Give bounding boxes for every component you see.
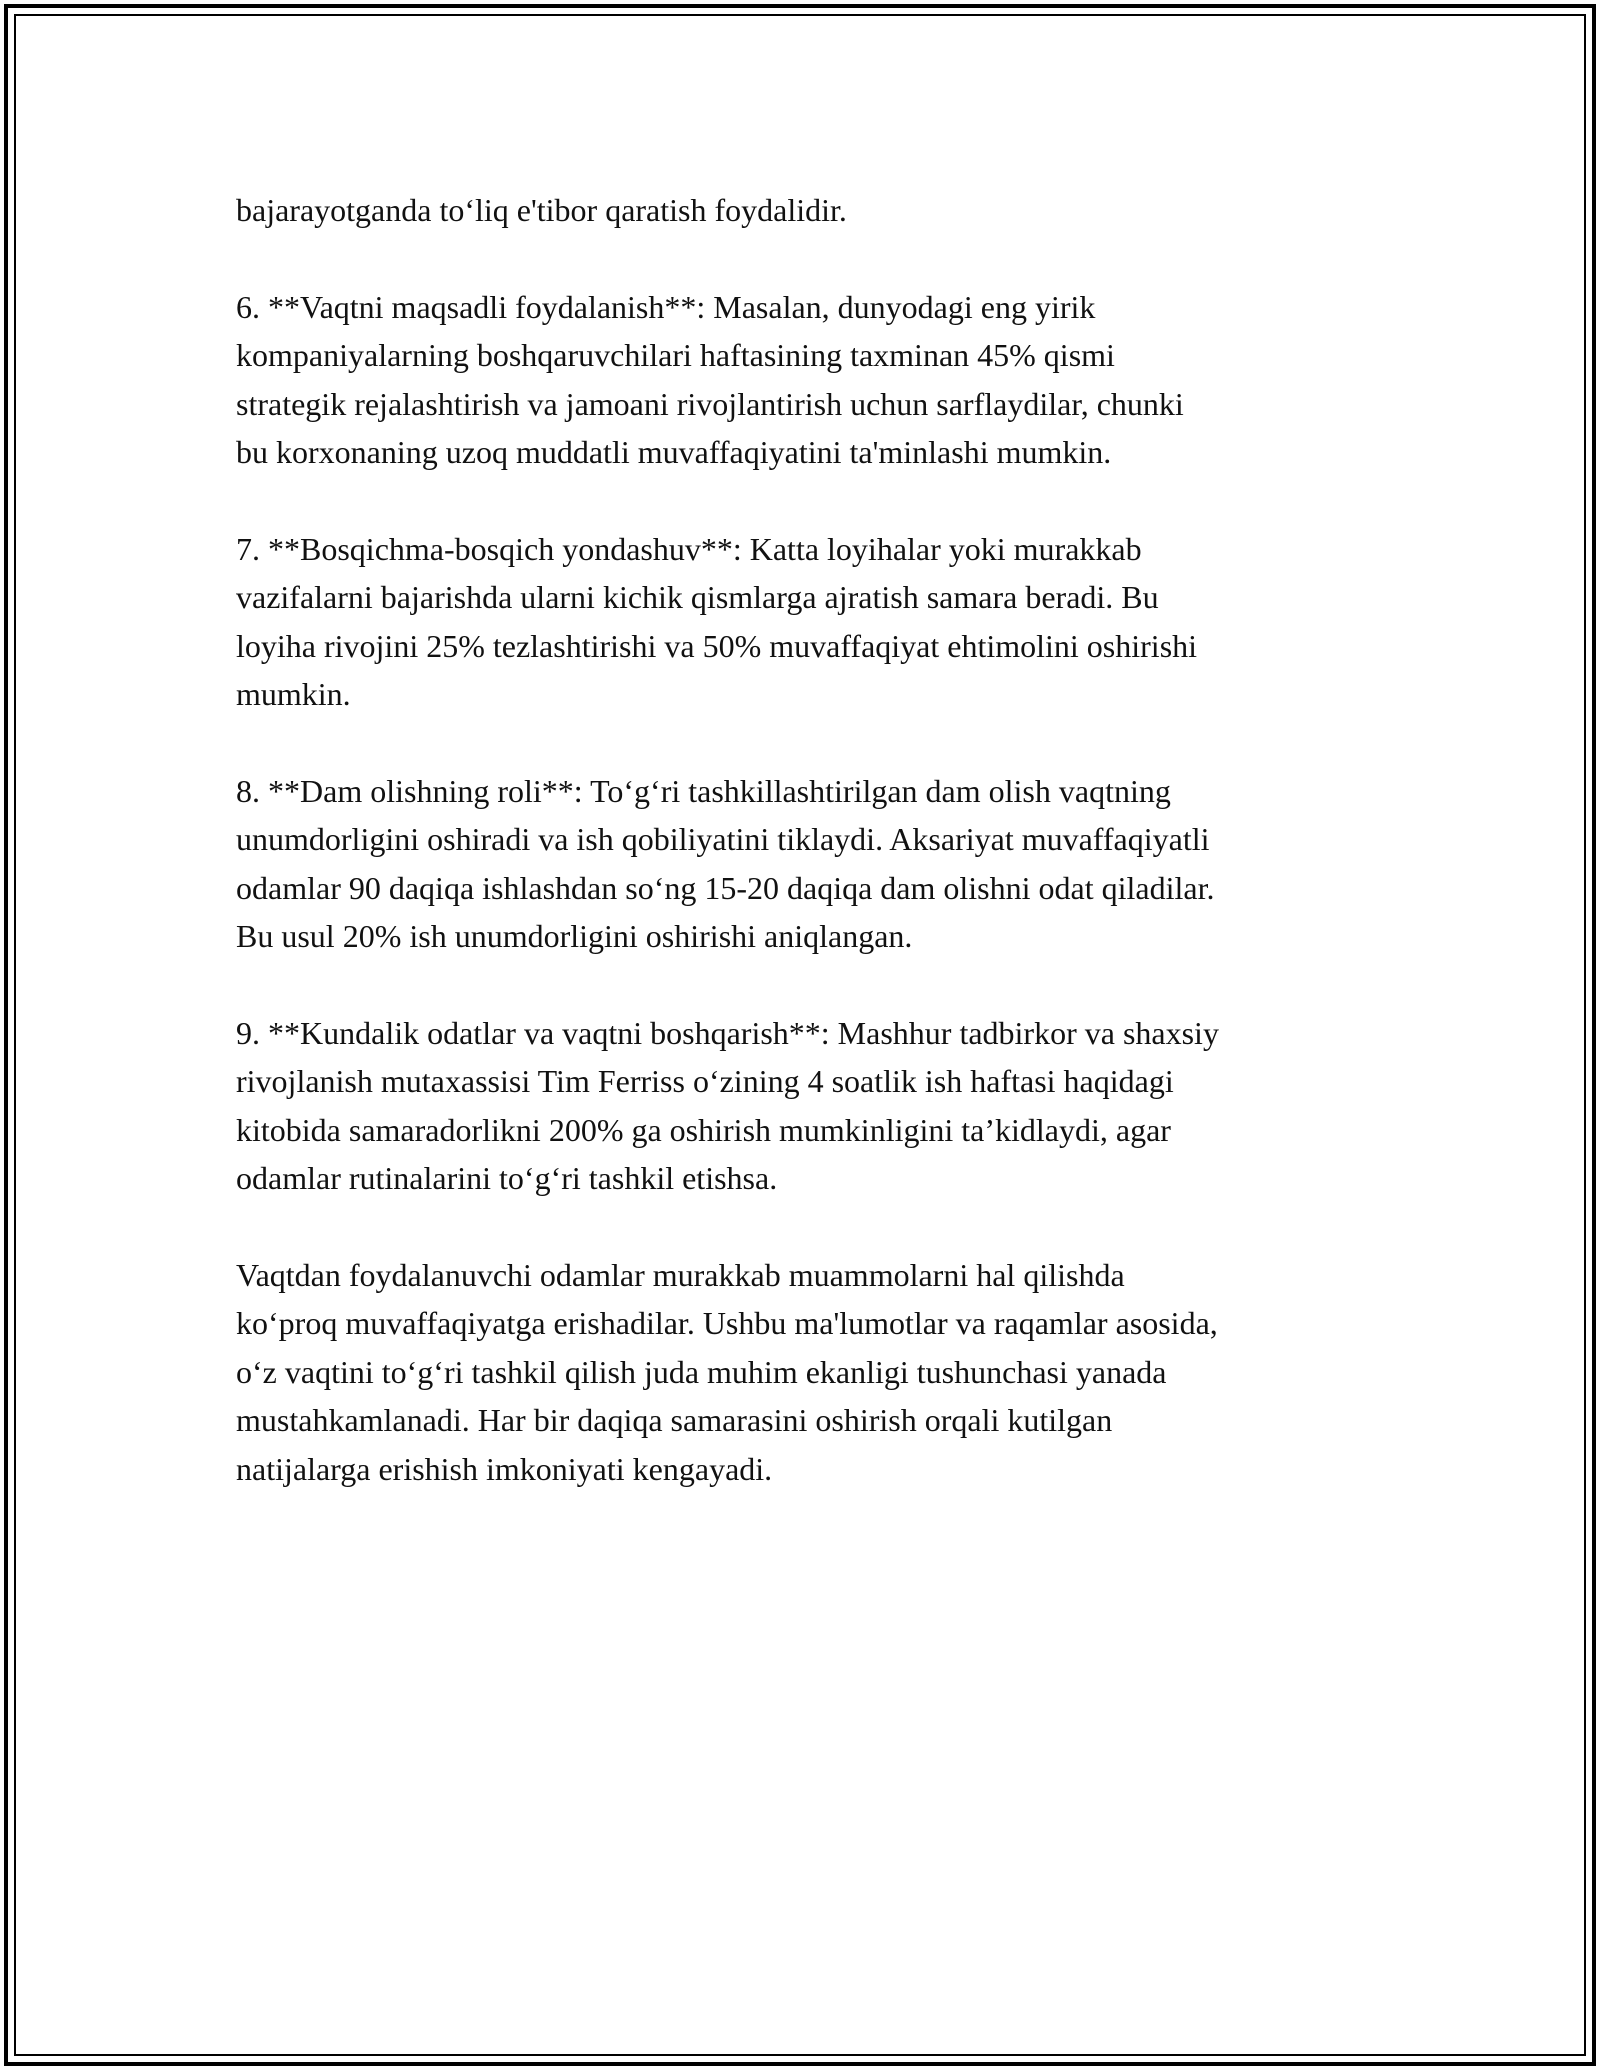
paragraph-item-7: 7. **Bosqichma-bosqich yondashuv**: Katta loyihalar yoki murakkab vazifalarni bajarishda ularni kichik qismlarga ajratish samara beradi. Bu loyiha rivojini 25% tezlashtirishi va 50% muvaffaqiyat ehtimolini oshirishi mumkin. — [236, 530, 1198, 712]
paragraph-conclusion: Vaqtdan foydalanuvchi odamlar murakkab muammolarni hal qilishda ko‘proq muvaffaqiyatga erishadilar. Ushbu ma'lumotlar va raqamlar asosida, o‘z vaqtini to‘g‘ri tashkil qilish juda muhim ekanligi tushunchasi yanada mustahkamlanadi. Har bir daqiqa samarasini oshirish orqali kutilgan natijalarga erishish imkoniyati kengayadi. — [236, 1256, 1218, 1487]
document-body — [236, 186, 1376, 1541]
paragraph-item-8: 8. **Dam olishning roli**: To‘g‘ri tashkillashtirilgan dam olish vaqtning unumdorligini oshiradi va ish qobiliyatini tiklaydi. Aksariyat muvaffaqiyatli odamlar 90 daqiqa ishlashdan so‘ng 15-20 daqiqa dam olishni odat qiladilar. Bu usul 20% ish unumdorligini oshirishi aniqlangan. — [236, 772, 1215, 954]
paragraph-item-6: 6. **Vaqtni maqsadli foydalanish**: Masalan, dunyodagi eng yirik kompaniyalarning boshqaruvchilari haftasining taxminan 45% qismi strategik rejalashtirish va jamoani rivojlantirish uchun sarflaydilar, chunki bu korxonaning uzoq muddatli muvaffaqiyatini ta'minlashi mumkin. — [236, 288, 1184, 470]
paragraph-item-9: 9. **Kundalik odatlar va vaqtni boshqarish**: Mashhur tadbirkor va shaxsiy rivojlanish mutaxassisi Tim Ferriss o‘zining 4 soatlik ish haftasi haqidagi kitobida samaradorlikni 200% ga oshirish mumkinligini ta’kidlaydi, agar odamlar rutinalarini to‘g‘ri tashkil etishsa. — [236, 1014, 1219, 1196]
paragraph-continuation: bajarayotganda to‘liq e'tibor qaratish foydalidir. — [236, 192, 847, 228]
